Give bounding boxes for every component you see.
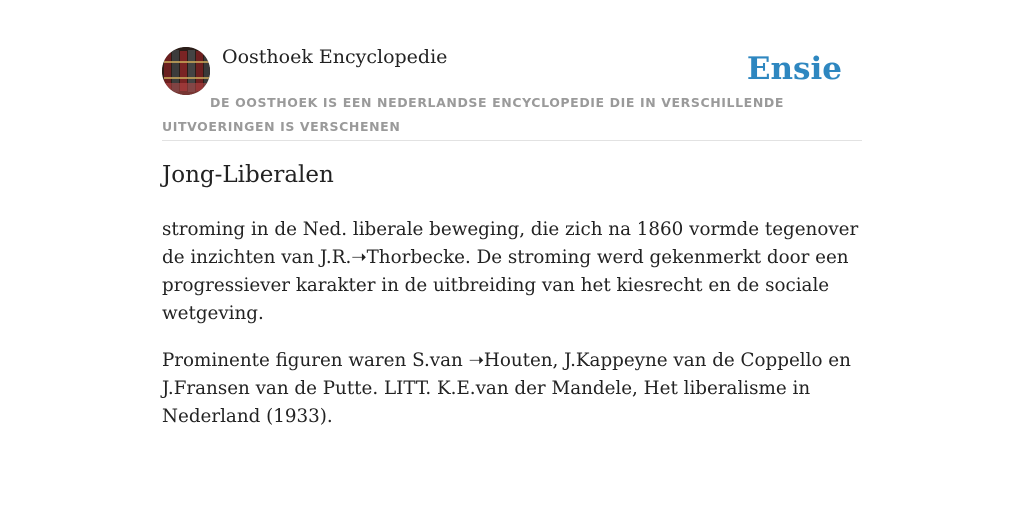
brand-logo[interactable]: Ensie <box>746 51 842 87</box>
article-paragraph: Prominente figuren waren S.van ➝Houten, J.Kappeyne van de Coppello en J.Fransen van de Putte. LITT. K.E.van der Mandele, Het liberalisme in Nederland (1933). <box>162 350 851 427</box>
site-name[interactable]: Oosthoek Encyclopedie <box>222 46 448 68</box>
article-title: Jong-Liberalen <box>162 162 334 188</box>
encyclopedia-books-icon[interactable] <box>162 47 210 95</box>
site-header <box>162 45 862 141</box>
article-body <box>162 216 862 450</box>
article-paragraph: stroming in de Ned. liberale beweging, die zich na 1860 vormde tegenover de inzichten van J.R.➝Thorbecke. De stroming werd gekenmerkt door een progressiever karakter in de uitbreiding van het kiesrecht en de sociale wetgeving. <box>162 219 859 324</box>
site-tagline: DE OOSTHOEK IS EEN NEDERLANDSE ENCYCLOPEDIE DIE IN VERSCHILLENDE UITVOERINGEN IS VERSCHENEN <box>162 95 784 134</box>
